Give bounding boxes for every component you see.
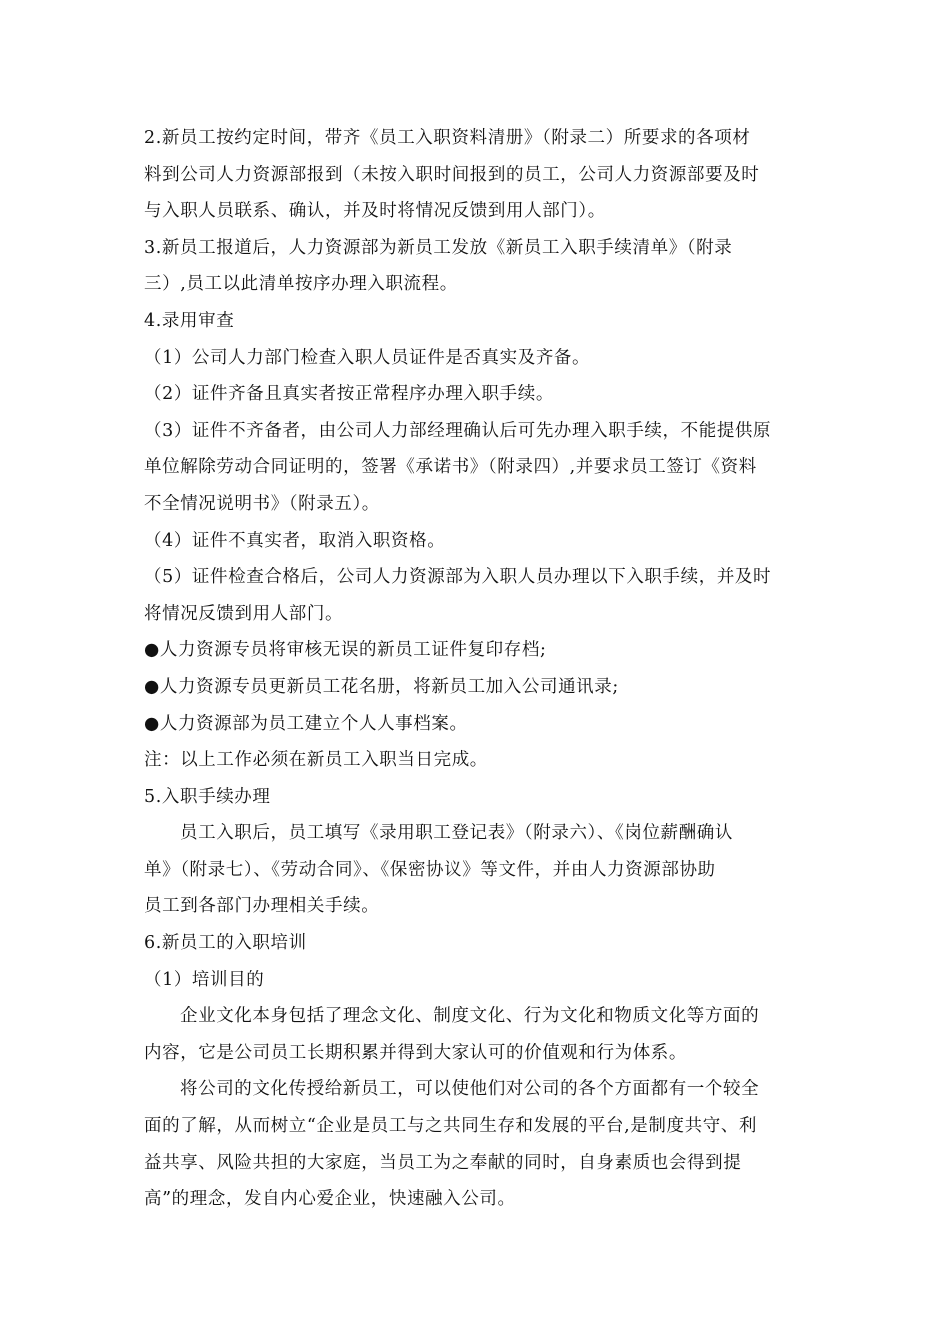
bullet-item: ●人力资源部为员工建立个人人事档案。	[144, 713, 468, 734]
note-line: 注：以上工作必须在新员工入职当日完成。	[144, 750, 488, 771]
text-line: （1）公司人力部门检查入职人员证件是否真实及齐备。	[144, 347, 591, 368]
text-line: 与入职人员联系、确认，并及时将情况反馈到用人部门）。	[144, 201, 606, 222]
text-line: （3）证件不齐备者，由公司人力部经理确认后可先办理入职手续，不能提供原	[144, 420, 772, 441]
section-heading: 6.新员工的入职培训	[144, 933, 307, 954]
text-line: 员工入职后，员工填写《录用职工登记表》（附录六）、《岗位薪酬确认	[180, 823, 733, 844]
text-line: 单》（附录七）、《劳动合同》、《保密协议》等文件，并由人力资源部协助	[144, 859, 716, 880]
text-line: 不全情况说明书》（附录五）。	[144, 493, 380, 514]
document-page	[144, 120, 806, 1218]
text-line: 益共享、风险共担的大家庭，当员工为之奉献的同时，自身素质也会得到提	[144, 1152, 742, 1173]
text-line: 高”的理念，发自内心爱企业，快速融入公司。	[144, 1189, 516, 1210]
text-line: （4）证件不真实者，取消入职资格。	[144, 530, 446, 551]
text-line: 员工到各部门办理相关手续。	[144, 896, 380, 917]
text-line: 单位解除劳动合同证明的，签署《承诺书》（附录四）,并要求员工签订《资料	[144, 457, 757, 478]
bullet-item: ●人力资源专员将审核无误的新员工证件复印存档;	[144, 640, 547, 661]
text-line: 将公司的文化传授给新员工，可以使他们对公司的各个方面都有一个较全	[180, 1079, 760, 1100]
text-line: 将情况反馈到用人部门。	[144, 603, 344, 624]
section-heading: 4.录用审查	[144, 310, 235, 331]
section-heading: 5.入职手续办理	[144, 786, 271, 807]
text-line: 面的了解，从而树立“企业是员工与之共同生存和发展的平台,是制度共守、利	[144, 1116, 758, 1137]
text-line: 料到公司人力资源部报到（未按入职时间报到的员工，公司人力资源部要及时	[144, 164, 760, 185]
bullet-item: ●人力资源专员更新员工花名册，将新员工加入公司通讯录;	[144, 676, 619, 697]
text-line: 企业文化本身包括了理念文化、制度文化、行为文化和物质文化等方面的	[180, 1006, 760, 1027]
text-line: （5）证件检查合格后，公司人力资源部为入职人员办理以下入职手续，并及时	[144, 567, 772, 588]
text-line: 3.新员工报道后，人力资源部为新员工发放《新员工入职手续清单》（附录	[144, 237, 733, 258]
text-line: 内容，它是公司员工长期积累并得到大家认可的价值观和行为体系。	[144, 1042, 687, 1063]
subsection-heading: （1）培训目的	[144, 969, 265, 990]
text-line: （2）证件齐备且真实者按正常程序办理入职手续。	[144, 384, 554, 405]
text-line: 2.新员工按约定时间，带齐《员工入职资料清册》（附录二）所要求的各项材	[144, 128, 751, 148]
text-line: 三）,员工以此清单按序办理入职流程。	[144, 274, 458, 295]
